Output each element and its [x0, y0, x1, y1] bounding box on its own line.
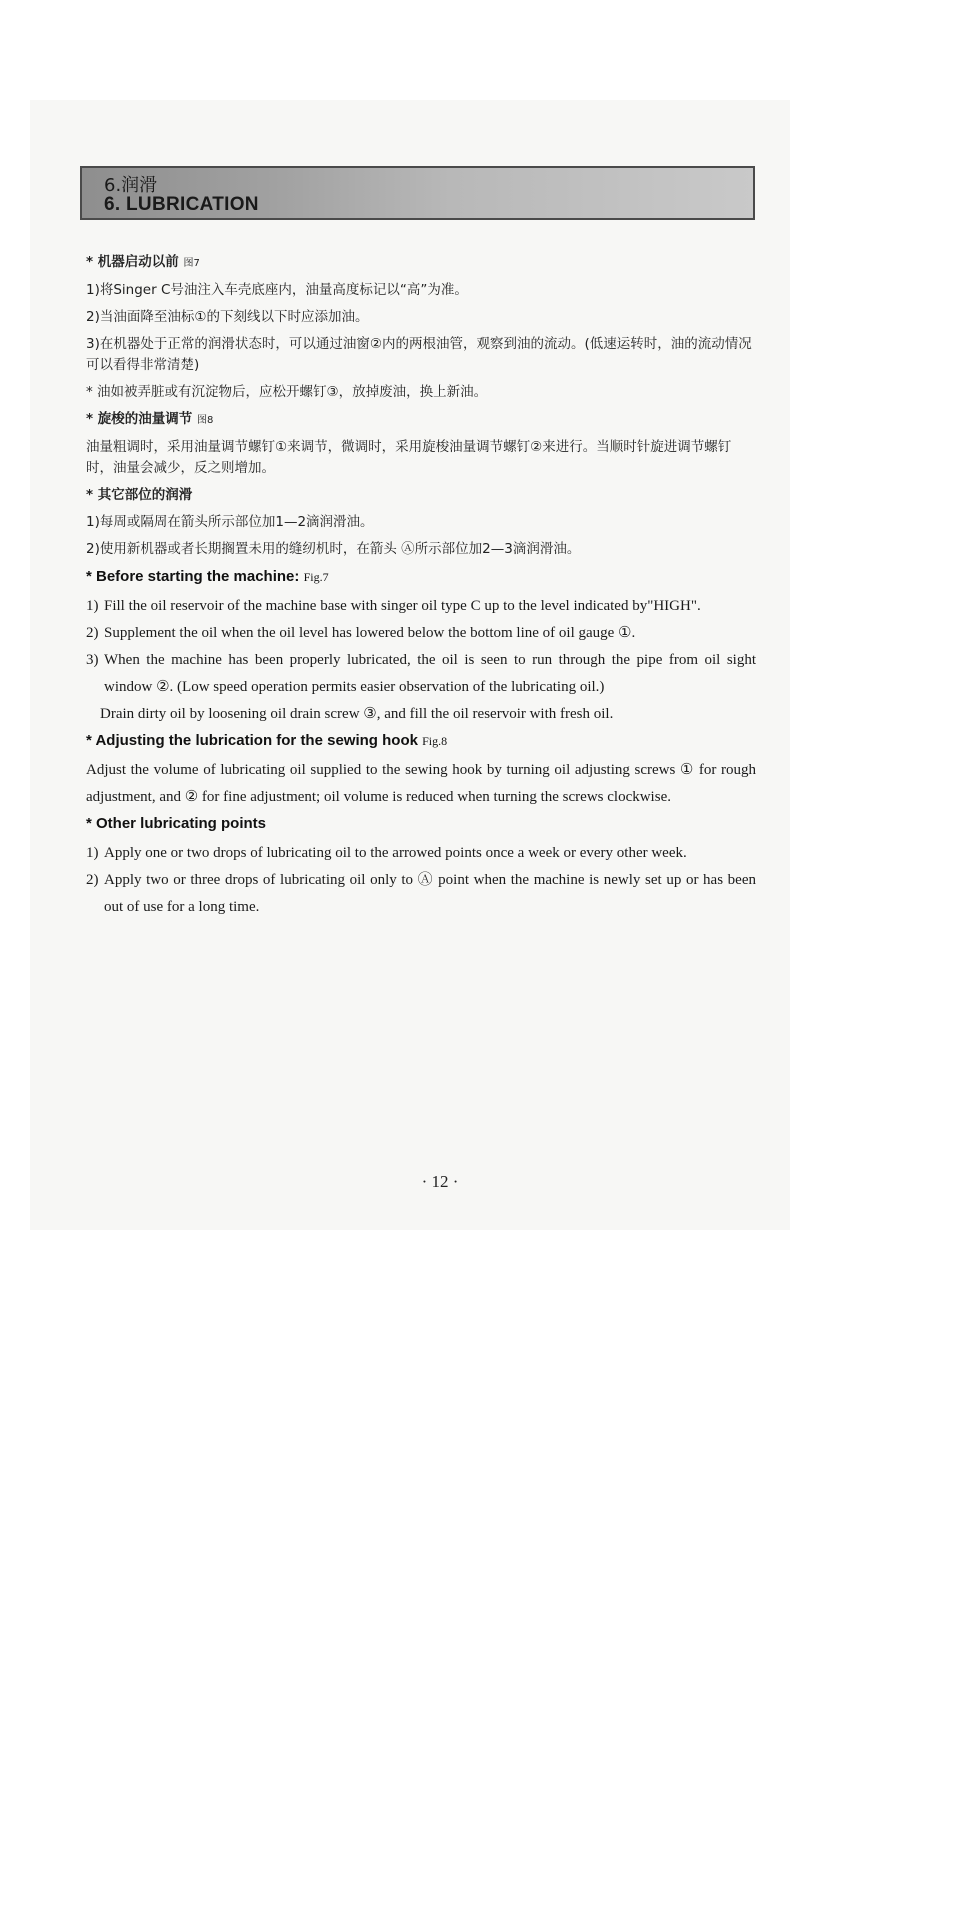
item-text: Supplement the oil when the oil level has lowered below the bottom line of oil gauge ①. — [104, 625, 636, 641]
item-text: When the machine has been properly lubricated, the oil is seen to run through the pipe from oil sight window ②. (Low speed operation permits easier observation of the lubricating oil.) — [104, 652, 756, 695]
section-title-en: 6. LUBRICATION — [104, 194, 259, 215]
zh-list-item: * 油如被弄脏或有沉淀物后，应松开螺钉③，放掉废油，换上新油。 — [86, 384, 488, 400]
zh-list-item: 1)每周或隔周在箭头所示部位加1—2滴润滑油。 — [86, 514, 374, 530]
en-fig8-ref: Fig.8 — [422, 734, 448, 748]
en-drain-text: Drain dirty oil by loosening oil drain screw ③, and fill the oil reservoir with fresh oil. — [100, 706, 614, 722]
zh-fig7-ref: 图7 — [183, 258, 200, 269]
item-number: 1) — [86, 845, 99, 861]
en-other-heading: * Other lubricating points — [86, 815, 267, 832]
en-before-start-heading: * Before starting the machine: Fig.7 — [86, 568, 329, 585]
en-list-item — [86, 620, 756, 647]
item-number: 2) — [86, 625, 99, 641]
item-text: Apply two or three drops of lubricating oil only to Ⓐ point when the machine is newly set up or has been out of use for a long time. — [104, 872, 756, 915]
en-list-item — [86, 840, 756, 867]
zh-fig8-ref: 图8 — [196, 415, 214, 426]
page-content — [86, 252, 756, 921]
en-hook-heading: * Adjusting the lubrication for the sewing hook Fig.8 — [86, 732, 448, 749]
en-list-item — [86, 593, 756, 620]
item-text: Fill the oil reservoir of the machine base with singer oil type C up to the level indicated by"HIGH". — [104, 598, 701, 614]
item-number: 3) — [86, 652, 99, 668]
item-text: Apply one or two drops of lubricating oil to the arrowed points once a week or every other week. — [104, 845, 687, 861]
zh-hook-heading: * 旋梭的油量调节 图8 — [86, 411, 214, 427]
zh-list-item: 2)使用新机器或者长期搁置未用的缝纫机时，在箭头 Ⓐ所示部位加2—3滴润滑油。 — [86, 541, 581, 557]
page-number: · 12 · — [421, 1172, 459, 1191]
section-header — [80, 166, 755, 220]
en-hook-text: Adjust the volume of lubricating oil supplied to the sewing hook by turning oil adjusting screws ① for rough adjustment, and ② for fine adjustment; oil volume is reduced when turning the screws clockwise. — [86, 762, 756, 805]
zh-hook-text: 油量粗调时，采用油量调节螺钉①来调节，微调时，采用旋梭油量调节螺钉②来进行。当顺时针旋进调节螺钉时，油量会减少，反之则增加。 — [86, 439, 732, 476]
zh-list-item: 2)当油面降至油标①的下刻线以下时应添加油。 — [86, 309, 369, 325]
item-number: 2) — [86, 872, 99, 888]
zh-other-heading: * 其它部位的润滑 — [86, 487, 193, 503]
zh-list-item: 3)在机器处于正常的润滑状态时，可以通过油窗②内的两根油管，观察到油的流动。(低速运转时，油的流动情况可以看得非常清楚) — [86, 336, 752, 373]
zh-before-start-heading: * 机器启动以前 图7 — [86, 254, 200, 270]
en-list-item — [86, 867, 756, 921]
item-number: 1) — [86, 598, 99, 614]
zh-list-item: 1)将Singer C号油注入车壳底座内，油量高度标记以“高”为准。 — [86, 282, 468, 298]
en-list-item — [86, 647, 756, 701]
section-title-zh: 6.润滑 — [104, 175, 158, 196]
en-fig7-ref: Fig.7 — [303, 570, 329, 584]
